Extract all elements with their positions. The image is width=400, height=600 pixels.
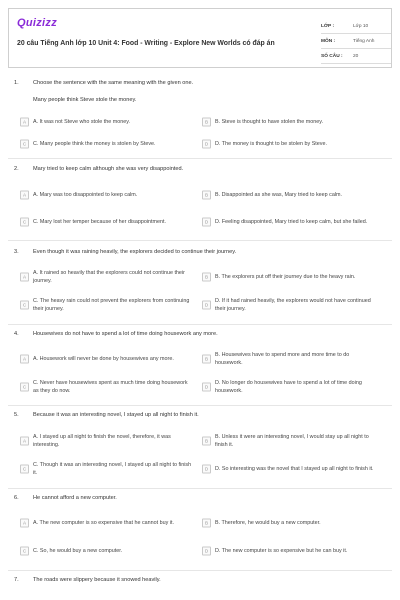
question-divider [8,488,392,489]
option-text: B. Steve is thought to have stolen the money. [215,119,324,125]
question-number: 5. [14,412,19,418]
option-d[interactable] [202,296,377,314]
document-title: 20 câu Tiếng Anh lớp 10 Unit 4: Food - Writing - Explore New Worlds có đáp án [17,40,275,47]
option-letter-badge: A [20,273,29,282]
question-divider [8,405,392,406]
meta-label: SỐ CÂU : [321,53,343,59]
option-text: D. No longer do housewives have to spend a lot of time doing housework. [215,380,362,394]
option-text: B. Unless it were an interesting novel, I would stay up all night to finish it. [215,434,369,448]
option-c[interactable] [20,213,195,231]
option-b[interactable] [202,432,377,450]
option-letter-badge: D [202,547,211,556]
meta-value: 20 [353,53,359,59]
option-letter-badge: D [202,301,211,310]
option-letter-badge: C [20,218,29,227]
question-number: 2. [14,166,19,172]
option-letter-badge: B [202,273,211,282]
option-letter-badge: A [20,118,29,127]
option-letter-badge: B [202,355,211,364]
option-letter-badge: C [20,465,29,474]
option-d[interactable] [202,460,377,478]
question-divider [8,324,392,325]
question-divider [8,240,392,241]
option-letter-badge: A [20,355,29,364]
option-c[interactable] [20,138,195,150]
document-meta [321,19,391,64]
option-b[interactable] [202,268,377,286]
option-letter-badge: D [202,140,211,149]
option-letter-badge: B [202,519,211,528]
option-text: D. Feeling disappointed, Mary tried to keep calm, but she failed. [215,219,368,225]
meta-subject [321,34,391,49]
question-divider [8,158,392,159]
option-letter-badge: B [202,191,211,200]
option-text: A. The new computer is so expensive that he cannot buy it. [33,520,175,526]
option-a[interactable] [20,187,195,203]
option-d[interactable] [202,378,377,396]
option-a[interactable] [20,350,195,368]
option-text: B. Therefore, he would buy a new computer. [215,520,321,526]
meta-grade [321,19,391,34]
meta-value: Lớp 10 [353,23,369,29]
question-number: 6. [14,495,19,501]
question-text: Choose the sentence with the same meaning with the given one. [33,80,194,86]
meta-count [321,49,391,64]
question-text: He cannot afford a new computer. [33,495,117,501]
question-text: The roads were slippery because it snowed heavily. [33,577,161,583]
question-number: 4. [14,331,19,337]
question-number: 1. [14,80,19,86]
option-text: C. Many people think the money is stolen by Steve. [33,141,156,147]
option-a[interactable] [20,116,195,128]
option-text: C. The heavy rain could not prevent the explorers from continuing their journey. [33,298,190,312]
option-d[interactable] [202,138,377,150]
option-letter-badge: C [20,301,29,310]
option-text: A. It was not Steve who stole the money. [33,119,130,125]
option-text: C. Never have housewives spent as much time doing housework as they do now. [33,380,188,394]
question-number: 3. [14,249,19,255]
question-sentence: Many people think Steve stole the money. [33,97,137,103]
option-text: D. The money is thought to be stolen by Steve. [215,141,327,147]
document-header [8,8,392,68]
option-b[interactable] [202,350,377,368]
option-letter-badge: B [202,437,211,446]
question-number: 7. [14,577,19,583]
option-text: A. Housework will never be done by housewives any more. [33,356,174,362]
option-text: A. Mary was too disappointed to keep calm. [33,192,138,198]
option-text: C. So, he would buy a new computer. [33,548,123,554]
option-letter-badge: A [20,191,29,200]
option-d[interactable] [202,213,377,231]
question-text: Even though it was raining heavily, the explorers decided to continue their journey. [33,249,237,255]
meta-value: Tiếng Anh [353,38,375,44]
option-b[interactable] [202,187,377,203]
question-text: Because it was an interesting novel, I stayed up all night to finish it. [33,412,199,418]
option-letter-badge: C [20,547,29,556]
option-c[interactable] [20,460,195,478]
option-d[interactable] [202,542,377,560]
option-text: A. It rained so heavily that the explorers could not continue their journey. [33,270,185,284]
option-letter-badge: C [20,140,29,149]
option-text: D. So interesting was the novel that I stayed up all night to finish it. [215,466,374,472]
option-letter-badge: B [202,118,211,127]
meta-label: LỚP : [321,23,335,29]
option-c[interactable] [20,378,195,396]
option-a[interactable] [20,432,195,450]
question-text: Housewives do not have to spend a lot of time doing housework any more. [33,331,218,337]
option-text: A. I stayed up all night to finish the novel, therefore, it was interesting. [33,434,171,448]
option-text: D. The new computer is so expensive but he can buy it. [215,548,348,554]
option-a[interactable] [20,514,195,532]
option-text: D. If it had rained heavily, the explorers would not have continued their journey. [215,298,371,312]
option-a[interactable] [20,268,195,286]
option-c[interactable] [20,296,195,314]
option-b[interactable] [202,514,377,532]
option-c[interactable] [20,542,195,560]
question-text: Mary tried to keep calm although she was very disappointed. [33,166,184,172]
option-text: C. Mary lost her temper because of her disappointment. [33,219,167,225]
option-text: B. Housewives have to spend more and more time to do housework. [215,352,350,366]
option-text: C. Though it was an interesting novel, I stayed up all night to finish it. [33,462,192,476]
question-divider [8,570,392,571]
meta-label: MÔN : [321,38,336,44]
option-letter-badge: D [202,383,211,392]
option-letter-badge: D [202,218,211,227]
quizizz-logo: Quizizz [17,17,57,29]
option-letter-badge: C [20,383,29,392]
option-text: B. Disappointed as she was, Mary tried to keep calm. [215,192,343,198]
option-letter-badge: D [202,465,211,474]
option-b[interactable] [202,116,377,128]
option-letter-badge: A [20,437,29,446]
option-text: B. The explorers put off their journey due to the heavy rain. [215,274,356,280]
option-letter-badge: A [20,519,29,528]
